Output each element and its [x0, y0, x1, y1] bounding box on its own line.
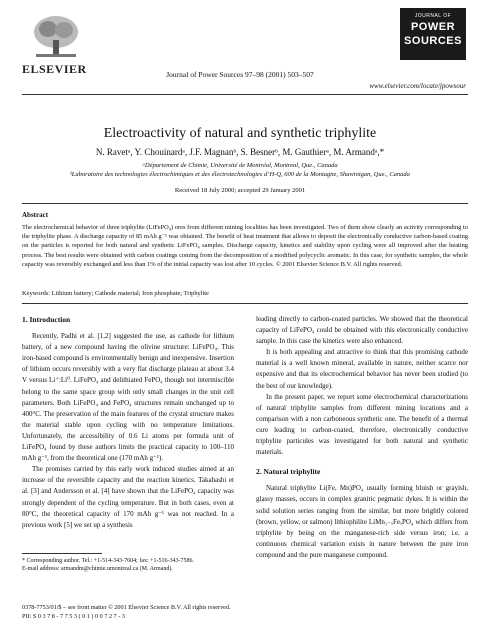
page-footer	[22, 603, 231, 621]
journal-logo	[400, 8, 466, 60]
journal-citation: Journal of Power Sources 97–98 (2001) 503–507	[166, 70, 314, 79]
intro-paragraph-4: It is both appealing and attractive to think that this promising cathode material is a well known mineral, available in nature, neither scarce nor expensive and that its electrochemical behavior has never been studied (to the best of our knowledge).	[256, 348, 468, 390]
intro-paragraph-3: leading directly to carbon-coated particles. We showed that the theoretical capacity of LiFePO₄ could be obtained with this electronically conductive sample. In this case the kinetics were also enhanced.	[256, 315, 468, 346]
intro-paragraph-2: The promises carried by this early work induced studies aimed at an increase of the reversible capacity and the reaction kinetics. Takahashi et al. [3] and Andersson et al. [4] have shown that the LiFePO₄ capacity was strongly dependent of the cycling temperature. But in both cases, even at 80°C, the theoretical capacity of 170 mAh g⁻¹ was not reached. In a previous work [5] we set up a synthesis	[22, 465, 234, 529]
left-column	[22, 314, 234, 531]
abstract-bottom-divider	[22, 303, 468, 304]
article-title: Electroactivity of natural and synthetic triphylite	[103, 126, 377, 141]
intro-paragraph-5: In the present paper, we report some electrochemical characterizations of natural triphylite samples from different mining locations and a comparison with a non carboneous synthetic one. The benefit of a thermal cure leading to carbon-coated, therefore, electronically conductive triphylite particules was investigated for both natural and synthetic materials.	[256, 392, 468, 457]
publisher-name: ELSEVIER	[22, 62, 87, 76]
intro-paragraph-1: Recently, Padhi et al. [1,2] suggested the use, as cathode for lithium battery, of a new compound having the olivine structure: LiFePO₄. This iron-based compound is environmentally benign and inexpensive. Insertion of lithium occurs reversibly with a very flat discharge plateau at about 3.4 V versus Li⁺:Li⁰. LiFePO₄ and delithiated FePO₄ though not intermiscible belong to the same space group with only small changes in the unit cell parameters. Both LiFePO₄ and FePO₄ structures remain unchanged up to 400°C. The preservation of the main features of the crystal structure makes the material stable upon cycling with no temperature limitations. Unfortunately, the accessibility of 0.6 Li atoms per formula unit of LiFePO₄ found by these authors limits the practical capacity to 100–110 mAh g⁻¹, from the theoretical one (170 mAh g⁻¹).	[22, 332, 234, 463]
journal-website-link[interactable]: www.elsevier.com/locate/jpowsour	[369, 82, 466, 90]
corresponding-author-footnote	[22, 557, 234, 573]
elsevier-tree-logo	[26, 14, 86, 60]
journal-logo-top: JOURNAL OF	[414, 13, 452, 19]
section-heading-introduction: 1. Introduction	[22, 315, 71, 324]
footer-copyright: 0378-7753/01/$ – see front matter © 2001 Elsevier Science B.V. All rights reserved.	[22, 604, 231, 611]
article-authors: N. Ravetᵃ, Y. Chouinardᵃ, J.F. Magnanᵇ, S. Besnerᵇ, M. Gauthierᵃ, M. Armandᵃ,*	[95, 147, 385, 157]
section-heading-natural-triphylite: 2. Natural triphylite	[256, 467, 321, 477]
keywords: Keywords: Lithium battery; Cathode material; Iron phosphate; Triphylite	[22, 290, 209, 297]
received-dates: Received 18 July 2000; accepted 29 January 2001	[174, 187, 306, 194]
footnote-contact: * Corresponding author. Tel.: +1-514-343-7604; fax: +1-516-343-7586.	[22, 558, 195, 564]
journal-logo-power: POWER	[410, 21, 456, 33]
right-column	[256, 314, 468, 561]
natural-triphylite-paragraph: Natural triphylite Li(Fe, Mn)PO₄ usually forming bluish or grayish, glassy masses, occurs in complex granitic pegmatic dykes. It is within the solid solution series ranging from the similar, but more brightly colored (brown, yellow, or salmon) lithiophilite LiMn₁₋ₓFeₓPO₄ which differs from triphylite by being on the manganese-rich side versus iron; i.e. a continuous chemical variation exists in nature between the pure iron compound and the pure manganese compound.	[256, 484, 468, 559]
abstract-text: The electrochemical behavior of three triphylite (LiFePO₄) ores from different mining localities has been investigated. Two of them show clearly an activity corresponding to the triphylite phase. A discharge capacity of 85 mAh g⁻¹ was obtained. The benefit of heat treatment that allows to deposit the electronically conductive carbon-based coating on the particles is reported for both natural and synthetic LiFePO₄ samples. Discharge capacity, kinetics and stability upon cycling were all improved after the heating process. The best results were obtained with carbon coatings coming from the decomposition of a modified polycyclic aromatic. In this case, for synthetic samples, the whole capacity was reversibly exchanged and less than 1% of the initial capacity was lost after 10 cycles. © 2001 Elsevier Science B.V. All rights reserved.	[22, 224, 468, 268]
abstract-heading: Abstract	[22, 211, 49, 219]
affiliation-b: ᵇLaboratoire des technologies électrochimiques et des électrotechnologies d’H-Q, 600 de la Montagne, Shawinigan, Que., Canada	[70, 171, 410, 178]
footnote-divider	[22, 553, 102, 554]
abstract-top-divider	[22, 203, 468, 204]
header-divider	[22, 94, 468, 95]
footer-pii: PII: S 0 3 7 8 - 7 7 5 3 ( 0 1 ) 0 0 7 2 7 - 3	[22, 613, 125, 620]
journal-logo-sources: SOURCES	[404, 35, 462, 47]
affiliation-a: ᵃDépartement de Chimie, Université de Montréal, Montreal, Que., Canada	[142, 162, 338, 169]
footnote-email[interactable]: E-mail address: armandm@chimie.umontreal.ca (M. Armand).	[22, 566, 173, 572]
